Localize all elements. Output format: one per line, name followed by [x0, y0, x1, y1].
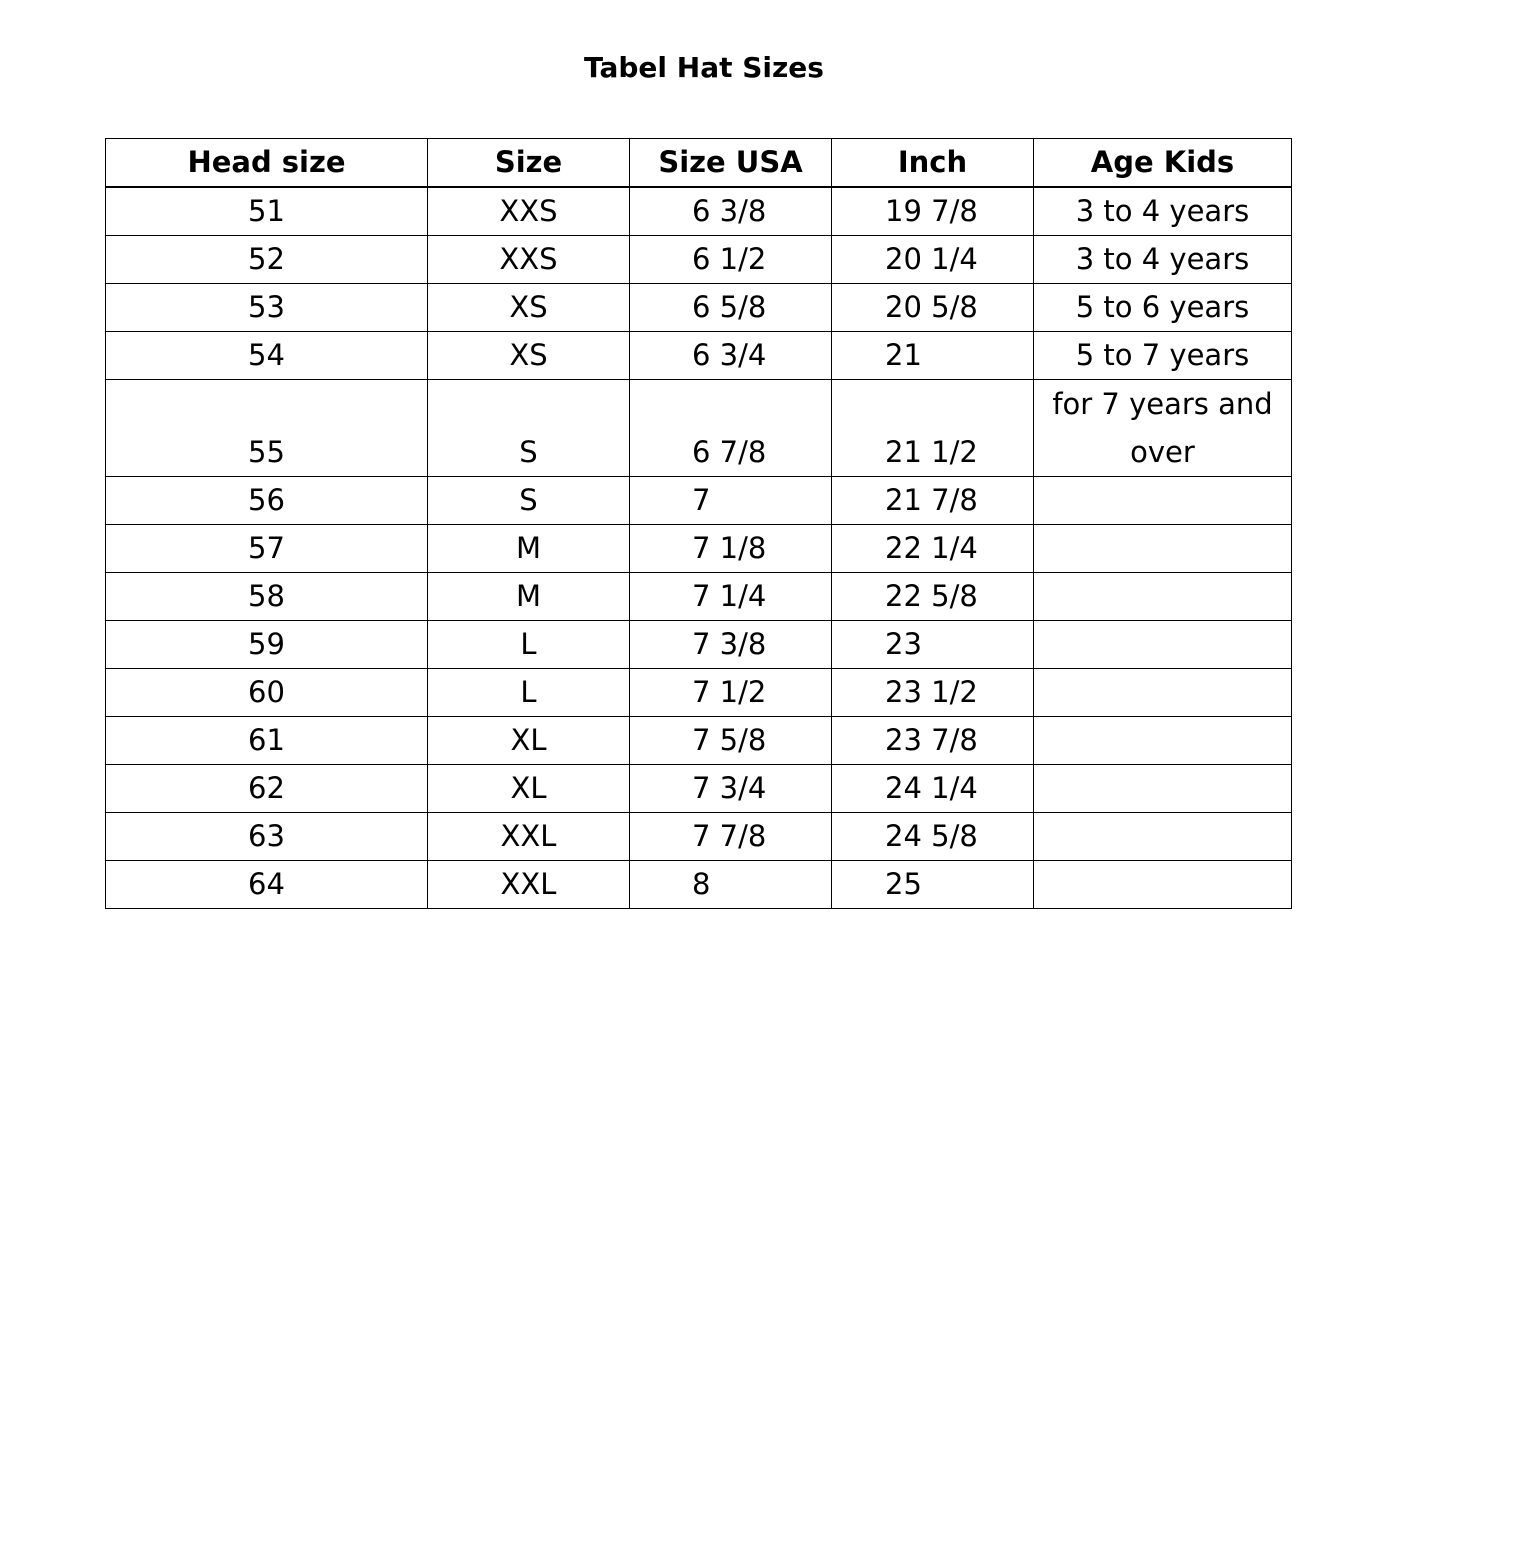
- cell-size: M: [428, 525, 630, 573]
- table-row: [106, 187, 1292, 236]
- cell-size: XS: [428, 284, 630, 332]
- table-row: [106, 380, 1292, 477]
- cell-inch: 19 7/8: [832, 187, 1034, 236]
- cell-head-size: 64: [106, 861, 428, 909]
- column-header-head-size: Head size: [106, 139, 428, 188]
- cell-size: XS: [428, 332, 630, 380]
- cell-age-kids: 3 to 4 years: [1034, 236, 1292, 284]
- cell-age-kids: for 7 years and over: [1034, 380, 1292, 477]
- cell-inch: 20 5/8: [832, 284, 1034, 332]
- cell-age-kids: [1034, 765, 1292, 813]
- cell-inch: 23: [832, 621, 1034, 669]
- cell-age-kids: [1034, 573, 1292, 621]
- table-row: [106, 813, 1292, 861]
- cell-age-kids: [1034, 669, 1292, 717]
- table-row: [106, 621, 1292, 669]
- table-row: [106, 717, 1292, 765]
- cell-size-usa: 6 7/8: [630, 380, 832, 477]
- cell-inch: 22 1/4: [832, 525, 1034, 573]
- cell-size: S: [428, 477, 630, 525]
- cell-inch: 20 1/4: [832, 236, 1034, 284]
- cell-inch: 23 1/2: [832, 669, 1034, 717]
- cell-inch: 25: [832, 861, 1034, 909]
- cell-size: S: [428, 380, 630, 477]
- cell-head-size: 59: [106, 621, 428, 669]
- cell-head-size: 54: [106, 332, 428, 380]
- cell-size: L: [428, 621, 630, 669]
- cell-inch: 21 7/8: [832, 477, 1034, 525]
- cell-size: XL: [428, 717, 630, 765]
- cell-size: XXL: [428, 813, 630, 861]
- cell-age-kids: 5 to 7 years: [1034, 332, 1292, 380]
- table-row: [106, 525, 1292, 573]
- column-header-age-kids: Age Kids: [1034, 139, 1292, 188]
- cell-size-usa: 7 5/8: [630, 717, 832, 765]
- cell-size: M: [428, 573, 630, 621]
- cell-size-usa: 6 1/2: [630, 236, 832, 284]
- cell-head-size: 62: [106, 765, 428, 813]
- cell-head-size: 51: [106, 187, 428, 236]
- cell-inch: 21 1/2: [832, 380, 1034, 477]
- page-title: Tabel Hat Sizes: [584, 51, 824, 84]
- cell-size: XXS: [428, 236, 630, 284]
- cell-size: L: [428, 669, 630, 717]
- table-header-row: [106, 139, 1292, 188]
- cell-head-size: 52: [106, 236, 428, 284]
- cell-age-kids: [1034, 621, 1292, 669]
- cell-age-kids: [1034, 813, 1292, 861]
- table-row: [106, 669, 1292, 717]
- cell-inch: 24 5/8: [832, 813, 1034, 861]
- cell-size-usa: 8: [630, 861, 832, 909]
- cell-head-size: 61: [106, 717, 428, 765]
- table-row: [106, 236, 1292, 284]
- cell-size-usa: 7 3/8: [630, 621, 832, 669]
- cell-inch: 21: [832, 332, 1034, 380]
- cell-size-usa: 6 3/4: [630, 332, 832, 380]
- cell-head-size: 58: [106, 573, 428, 621]
- cell-size-usa: 6 3/8: [630, 187, 832, 236]
- cell-size: XL: [428, 765, 630, 813]
- table-row: [106, 284, 1292, 332]
- cell-head-size: 56: [106, 477, 428, 525]
- cell-size-usa: 7 1/4: [630, 573, 832, 621]
- cell-age-kids: 5 to 6 years: [1034, 284, 1292, 332]
- cell-size-usa: 7 3/4: [630, 765, 832, 813]
- cell-size: XXL: [428, 861, 630, 909]
- cell-size: XXS: [428, 187, 630, 236]
- column-header-inch: Inch: [832, 139, 1034, 188]
- cell-size-usa: 7: [630, 477, 832, 525]
- cell-head-size: 60: [106, 669, 428, 717]
- cell-head-size: 57: [106, 525, 428, 573]
- table-row: [106, 573, 1292, 621]
- cell-size-usa: 7 1/8: [630, 525, 832, 573]
- cell-head-size: 53: [106, 284, 428, 332]
- cell-age-kids: [1034, 525, 1292, 573]
- table-row: [106, 477, 1292, 525]
- table-row: [106, 765, 1292, 813]
- column-header-size-usa: Size USA: [630, 139, 832, 188]
- cell-head-size: 55: [106, 380, 428, 477]
- cell-inch: 24 1/4: [832, 765, 1034, 813]
- cell-age-kids: [1034, 477, 1292, 525]
- cell-head-size: 63: [106, 813, 428, 861]
- cell-inch: 23 7/8: [832, 717, 1034, 765]
- cell-age-kids: [1034, 861, 1292, 909]
- table-row: [106, 861, 1292, 909]
- cell-size-usa: 7 1/2: [630, 669, 832, 717]
- cell-size-usa: 7 7/8: [630, 813, 832, 861]
- table-row: [106, 332, 1292, 380]
- cell-size-usa: 6 5/8: [630, 284, 832, 332]
- cell-age-kids: 3 to 4 years: [1034, 187, 1292, 236]
- cell-age-kids: [1034, 717, 1292, 765]
- hat-size-table: [105, 138, 1292, 909]
- column-header-size: Size: [428, 139, 630, 188]
- cell-inch: 22 5/8: [832, 573, 1034, 621]
